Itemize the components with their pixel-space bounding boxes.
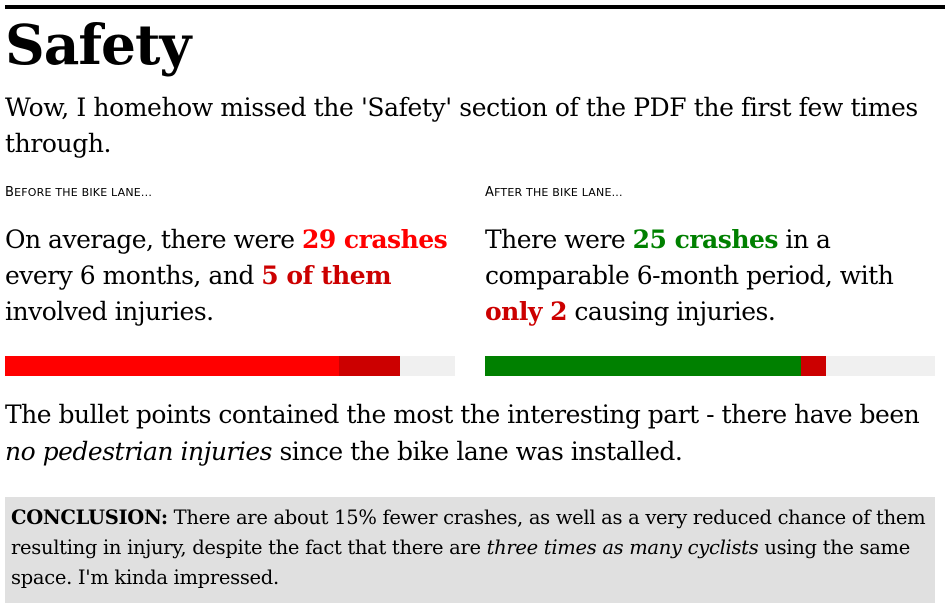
bullet-emphasis: no pedestrian injuries	[5, 437, 272, 466]
after-injuries-bar	[801, 356, 826, 376]
before-crashes-count: 29 crashes	[301, 225, 448, 254]
before-column	[5, 186, 465, 330]
top-rule	[5, 5, 945, 9]
before-statement: On average, there were 29 crashes every 6 months, and 5 of them involved injuries.	[5, 225, 448, 326]
conclusion-paragraph: CONCLUSION: There are about 15% fewer crashes, as well as a very reduced chance of them resulting in injury, despite the fact that there are three times as many cyclists using the same space. I'm kinda impressed.	[11, 506, 926, 589]
after-column	[485, 186, 945, 330]
after-crashes-bar	[485, 356, 801, 376]
conclusion-box	[5, 497, 935, 603]
conclusion-label: CONCLUSION:	[11, 506, 168, 529]
intro-paragraph: Wow, I homehow missed the 'Safety' section of the PDF the first few times through.	[5, 93, 918, 158]
after-crashes-count: 25 crashes	[632, 225, 778, 254]
page-title: Safety	[5, 12, 191, 77]
before-injuries-bar	[339, 356, 400, 376]
bullet-paragraph: The bullet points contained the most the interesting part - there have been no pedestrian injuries since the bike lane was installed.	[5, 400, 920, 466]
after-injuries-count: only 2	[485, 297, 567, 326]
before-bar-track	[5, 356, 455, 376]
before-label: BEFORE THE BIKE LANE...	[5, 185, 153, 200]
after-label: AFTER THE BIKE LANE...	[485, 185, 623, 200]
conclusion-emphasis: three times as many cyclists	[486, 536, 759, 559]
before-crashes-bar	[5, 356, 339, 376]
after-bar-track	[485, 356, 935, 376]
after-statement: There were 25 crashes in a comparable 6-month period, with only 2 causing injuries.	[485, 225, 894, 326]
before-injuries-count: 5 of them	[261, 261, 392, 290]
